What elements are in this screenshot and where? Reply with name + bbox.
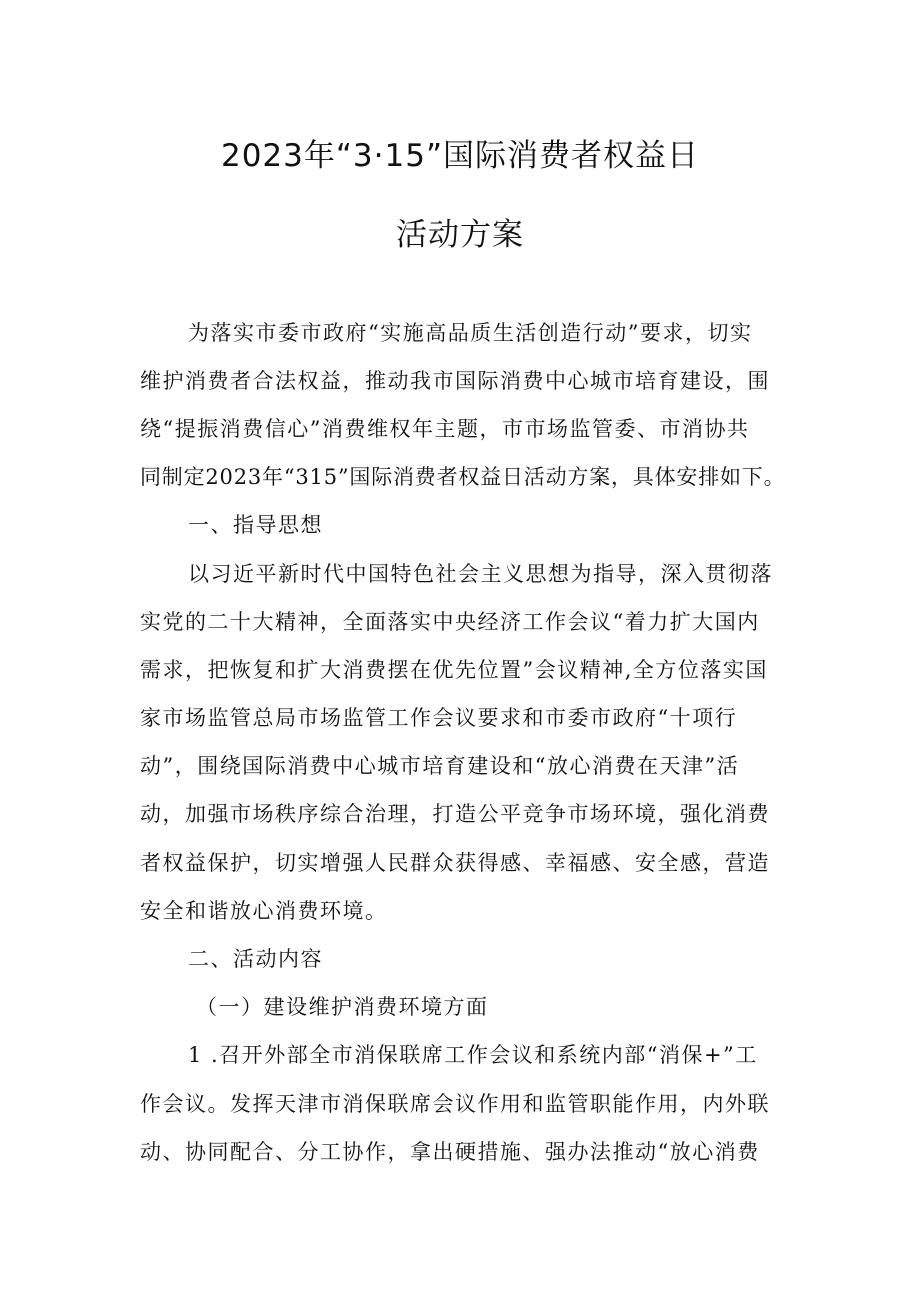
- body-paragraph-line: 维护消费者合法权益，推动我市国际消费中心城市培育建设，围: [140, 369, 770, 393]
- body-paragraph-line: 动”，围绕国际消费中心城市培育建设和“放心消费在天津”活: [140, 754, 740, 778]
- body-paragraph-line: 1 .召开外部全市消保联席工作会议和系统内部“消保+”工: [188, 1043, 758, 1067]
- body-paragraph-line: 实党的二十大精神，全面落实中央经济工作会议“着力扩大国内: [140, 610, 760, 634]
- section-heading: 一、指导思想: [188, 513, 323, 537]
- body-paragraph-line: 绕“提振消费信心”消费维权年主题，市市场监管委、市消协共: [140, 417, 750, 441]
- document-title-line-1: 2023年“3·15”国际消费者权益日: [220, 138, 700, 174]
- body-paragraph-line: 动，加强市场秩序综合治理，打造公平竞争市场环境，强化消费: [140, 802, 770, 826]
- body-paragraph-line: 为落实市委市政府“实施高品质生活创造行动”要求，切实: [188, 321, 753, 345]
- section-heading: 二、活动内容: [188, 947, 323, 971]
- body-paragraph-line: 者权益保护，切实增强人民群众获得感、幸福感、安全感，营造: [140, 851, 770, 875]
- body-paragraph-line: 家市场监管总局市场监管工作会议要求和市委市政府“十项行: [140, 706, 738, 730]
- document-title-line-2: 活动方案: [396, 217, 524, 253]
- body-paragraph-line: 动、协同配合、分工协作，拿出硬措施、强办法推动“放心消费: [140, 1140, 760, 1164]
- subsection-heading: （一）建设维护消费环境方面: [196, 995, 489, 1019]
- body-paragraph-line: 作会议。发挥天津市消保联席会议作用和监管职能作用，内外联: [140, 1092, 770, 1116]
- body-paragraph-line: 需求，把恢复和扩大消费摆在优先位置”会议精神,全方位落实国: [140, 658, 768, 682]
- body-paragraph-line: 同制定2023年“315”国际消费者权益日活动方案，具体安排如下。: [140, 465, 786, 489]
- body-paragraph-line: 以习近平新时代中国特色社会主义思想为指导，深入贯彻落: [188, 562, 773, 586]
- body-paragraph-line: 安全和谐放心消费环境。: [140, 899, 388, 923]
